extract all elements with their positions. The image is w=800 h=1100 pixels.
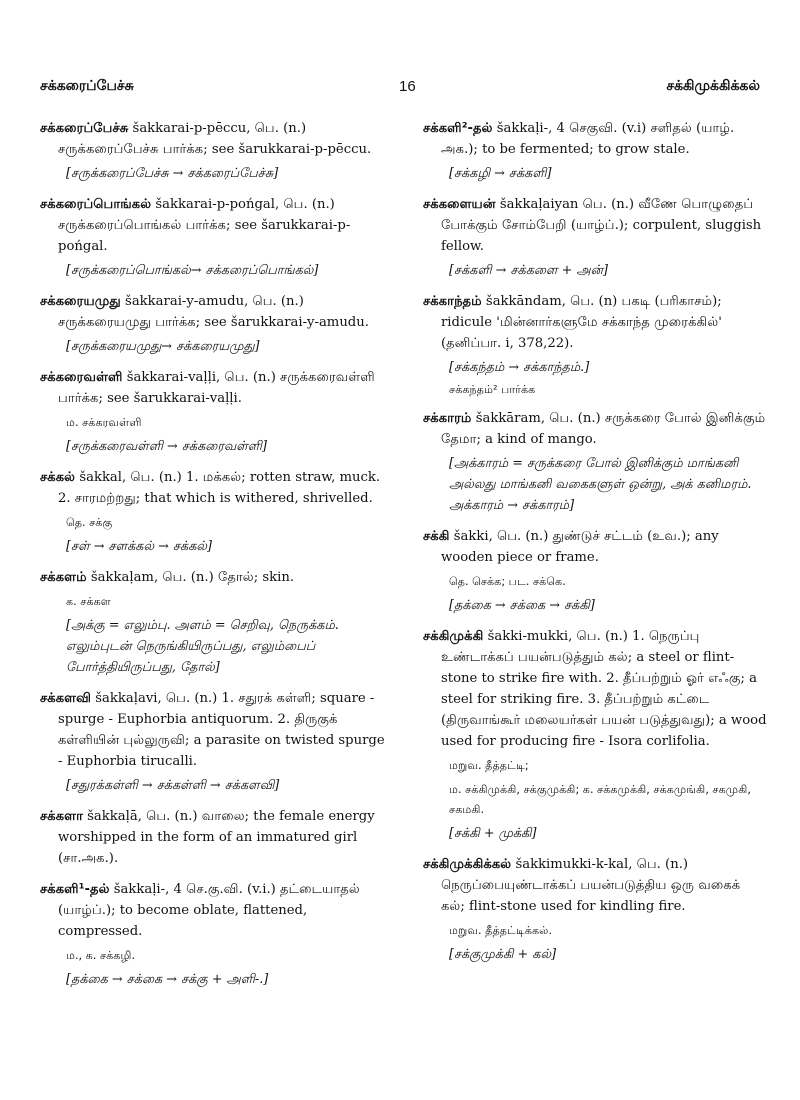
entry	[40, 194, 385, 281]
entry	[423, 626, 768, 844]
entry-cross-reference: சக்கந்தம்² பார்க்க	[449, 383, 536, 396]
headword: சக்கிமுக்கிக்கல்	[423, 857, 512, 872]
entry-cognate: ம., க. சக்கழி.	[66, 949, 136, 962]
page-number: 16	[399, 78, 416, 95]
headword: சக்கரைப்பேச்சு	[40, 121, 129, 136]
headword: சக்களவி	[40, 691, 92, 706]
headword: சக்களா	[40, 809, 83, 824]
entry	[423, 118, 768, 184]
entry-definition: சக்கி šakki, பெ. (n.) துண்டுச் சட்டம் (உவ.); any wooden piece or frame.	[423, 529, 719, 565]
entry	[40, 567, 385, 678]
entry-etymology: [சருக்கரைவள்ளி → சக்கரைவள்ளி]	[66, 439, 267, 454]
header-right-guide-word: சக்கிமுக்கிக்கல்	[666, 78, 760, 94]
entry-definition: சக்களி¹-தல் šakkaḷi-, 4 செ.கு.வி. (v.i.) தட்டையாதல் (யாழ்ப்.); to become oblate, flattened, compressed.	[40, 882, 360, 939]
entry-etymology: [சக்கழி → சக்களி]	[449, 166, 552, 181]
entry	[423, 408, 768, 516]
entry-definition: சக்கிமுக்கிக்கல் šakkimukki-k-kal, பெ. (n.) நெருப்பையுண்டாக்கப் பயன்படுத்திய ஒரு வகைக் கல்; flint-stone used for kindling fire.	[423, 857, 741, 914]
entry	[423, 194, 768, 281]
entry-cognate: ம. சக்கிமுக்கி, சக்குமுக்கி; க. சக்கமுக்கி, சக்கமுங்கி, சகமுகி, சகமகி.	[449, 783, 751, 816]
entry-cognate: ம. சக்கரவள்ளி	[66, 416, 142, 429]
headword: சக்களி¹-தல்	[40, 882, 110, 897]
entry-etymology: [சருக்கரையமுது→ சக்கரையமுது]	[66, 339, 260, 354]
headword: சக்களி²-தல்	[423, 121, 493, 136]
entry-etymology: [சக்குமுக்கி + கல்]	[449, 947, 557, 962]
entry-definition: சக்கரைப்பொங்கல் šakkarai-p-pońgal, பெ. (n.) சருக்கரைப்பொங்கல் பார்க்க; see šarukkarai-p-pońgal.	[40, 197, 351, 254]
entry-definition: சக்காந்தம் šakkāndam, பெ. (n) பகடி (பரிகாசம்); ridicule 'மின்னார்களுமே சக்காந்த முரைக்கில்' (தனிப்பா. i, 378,22).	[423, 294, 722, 351]
headword: சக்களம்	[40, 570, 87, 585]
entry-etymology: [அக்கு = எலும்பு. அளம் = செறிவு, நெருக்கம். எலும்புடன் நெருங்கியிருப்பது, எலும்பைப் போர்த்தியிருப்பது, தோல்]	[66, 618, 339, 675]
entry	[40, 118, 385, 184]
entry-definition: சக்களி²-தல் šakkaḷi-, 4 செகுவி. (v.i) சளிதல் (யாழ். அக.); to be fermented; to grow stale.	[423, 121, 735, 157]
entry-cognate: தெ. சக்கு	[66, 516, 113, 529]
entry-definition: சக்களம் šakkaḷam, பெ. (n.) தோல்; skin.	[40, 570, 295, 585]
entry-etymology: [சதுரக்கள்ளி → சக்கள்ளி → சக்களவி]	[66, 778, 280, 793]
headword: சக்காரம்	[423, 411, 472, 426]
entry-etymology: [சக்கந்தம் → சக்காந்தம்.]	[449, 360, 590, 375]
entry-etymology: [சள் → சளக்கல் → சக்கல்]	[66, 539, 213, 554]
header-left-guide-word: சக்கரைப்பேச்சு	[40, 78, 134, 94]
entry	[40, 879, 385, 990]
entry-etymology: [தக்கை → சக்கை → சக்கி]	[449, 598, 595, 613]
entry	[40, 688, 385, 796]
entry	[40, 291, 385, 357]
entry	[423, 291, 768, 400]
headword: சக்கிமுக்கி	[423, 629, 484, 644]
entry	[423, 854, 768, 965]
entry-etymology: [தக்கை → சக்கை → சக்கு + அளி-.]	[66, 972, 269, 987]
headword: சக்காந்தம்	[423, 294, 482, 309]
entry-definition: சக்கரையமுது šakkarai-y-amudu, பெ. (n.) சருக்கரையமுது பார்க்க; see šarukkarai-y-amudu.	[40, 294, 369, 330]
entry-definition: சக்களையன் šakkaḷaiyan பெ. (n.) வீணே பொழுதைப் போக்கும் சோம்பேறி (யாழ்ப்.); corpulent, sluggish fellow.	[423, 197, 762, 254]
entry-synonym: மறுவ. தீத்தட்டி;	[449, 759, 529, 772]
headword: சக்கரைப்பொங்கல்	[40, 197, 152, 212]
entry-synonym: மறுவ. தீத்தட்டிக்கல்.	[449, 924, 552, 937]
entry-etymology: [சருக்கரைப்பொங்கல்→ சக்கரைப்பொங்கல்]	[66, 263, 319, 278]
entry	[423, 526, 768, 616]
running-head	[40, 78, 760, 104]
entry	[40, 367, 385, 457]
entry-etymology: [சக்களி → சக்களை + அன்]	[449, 263, 609, 278]
entry-definition: சக்கிமுக்கி šakki-mukki, பெ. (n.) 1. நெருப்பு உண்டாக்கப் பயன்படுத்தும் கல்; a steel or flint-stone to strike fire with. 2. தீப்பற்றும் ஓர் எஃகு; a steel for striking fire. 3. தீப்பற்றும் கட்டை (திருவாங்கூர் மலையர்கள் பயன் படுத்துவது); a wood used for producing fire - Isora corlifolia.	[423, 629, 767, 749]
entry-definition: சக்கரைப்பேச்சு šakkarai-p-pēccu, பெ. (n.) சருக்கரைப்பேச்சு பார்க்க; see šarukkarai-p-pēccu.	[40, 121, 372, 157]
headword: சக்கி	[423, 529, 450, 544]
headword: சக்களையன்	[423, 197, 496, 212]
entry-etymology: [சக்கி + முக்கி]	[449, 826, 537, 841]
entry-cognate: க. சக்கள	[66, 595, 111, 608]
headword: சக்கல்	[40, 470, 76, 485]
entry-cognate: தெ. செக்க; பட. சக்கெ.	[449, 575, 566, 588]
left-column	[40, 118, 385, 1000]
entry-definition: சக்கரைவள்ளி šakkarai-vaḷḷi, பெ. (n.) சருக்கரைவள்ளி பார்க்க; see šarukkarai-vaḷḷi.	[40, 370, 375, 406]
entry-etymology: [அக்காரம் = சருக்கரை போல் இனிக்கும் மாங்கனி அல்லது மாங்கனி வகைகளுள் ஒன்று, அக் கனிமரம். அக்காரம் → சக்காரம்]	[449, 456, 752, 513]
entry-definition: சக்காரம் šakkāram, பெ. (n.) சருக்கரை போல் இனிக்கும் தேமா; a kind of mango.	[423, 411, 766, 447]
headword: சக்கரையமுது	[40, 294, 121, 309]
entry-definition: சக்களவி šakkaḷavi, பெ. (n.) 1. சதுரக் கள்ளி; square - spurge - Euphorbia antiquorum. 2. திருகுக் கள்ளியின் புல்லுருவி; a parasite on twisted spurge - Euphorbia tirucalli.	[40, 691, 385, 769]
headword: சக்கரைவள்ளி	[40, 370, 123, 385]
entry-definition: சக்கல் šakkal, பெ. (n.) 1. மக்கல்; rotten straw, muck. 2. சாரமற்றது; that which is withered, shrivelled.	[40, 470, 381, 506]
entry	[40, 806, 385, 879]
right-column	[423, 118, 768, 975]
entry-definition: சக்களா šakkaḷā, பெ. (n.) வாலை; the female energy worshipped in the form of an immatured girl (சா.அக.).	[40, 809, 375, 866]
entry-etymology: [சருக்கரைப்பேச்சு → சக்கரைப்பேச்சு]	[66, 166, 279, 181]
entry	[40, 467, 385, 557]
